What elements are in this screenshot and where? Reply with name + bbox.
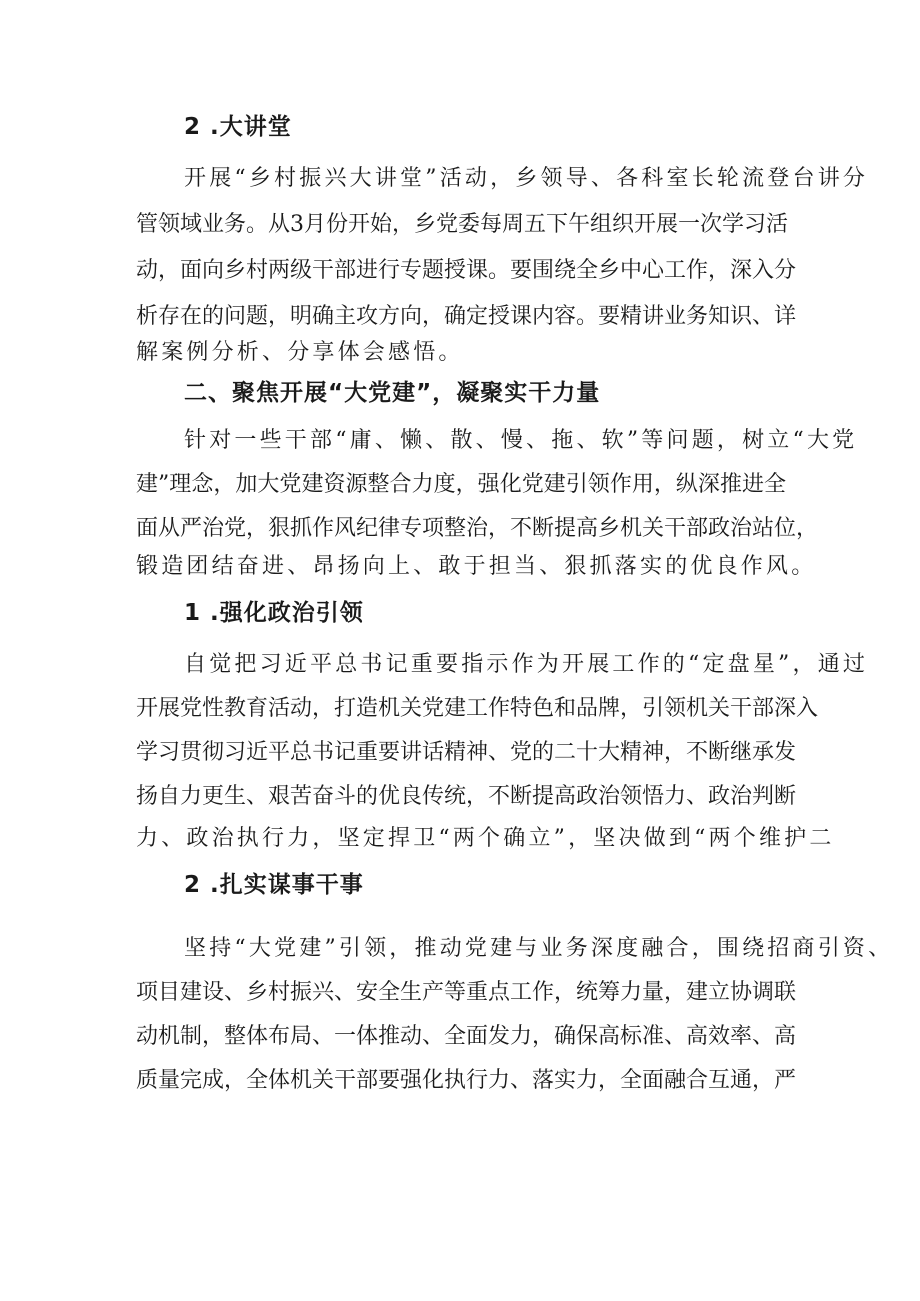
heading-section-two: 二、聚焦开展“大党建”，凝聚实干力量 [184, 380, 601, 406]
heading-political-guidance: 1 .强化政治引领 [184, 600, 364, 626]
paragraph-line: 坚持“大党建”引领，推动党建与业务深度融合，围绕招商引资、 [184, 936, 894, 961]
paragraph-line: 自觉把习近平总书记重要指示作为开展工作的“定盘星”，通过 [184, 652, 869, 677]
paragraph-line: 管领域业务。从3月份开始，乡党委每周五下午组织开展一次学习活 [136, 212, 788, 237]
paragraph-line: 建”理念，加大党建资源整合力度，强化党建引领作用，纵深推进全 [136, 472, 786, 497]
paragraph-line: 面从严治党，狠抓作风纪律专项整治，不断提高乡机关干部政治站位， [136, 516, 819, 541]
paragraph-line: 针对一些干部“庸、懒、散、慢、拖、软”等问题，树立“大党 [184, 428, 858, 453]
paragraph-line: 解案例分析、分享体会感悟。 [136, 340, 464, 365]
paragraph-line: 开展党性教育活动，打造机关党建工作特色和品牌，引领机关干部深入 [136, 696, 819, 721]
paragraph-line: 项目建设、乡村振兴、安全生产等重点工作，统筹力量，建立协调联 [136, 980, 797, 1005]
paragraph-line: 力、政治执行力，坚定捍卫“两个确立”，坚决做到“两个维护二 [136, 826, 835, 851]
heading-practical-work: 2 .扎实谋事干事 [184, 872, 364, 898]
paragraph-line: 学习贯彻习近平总书记重要讲话精神、党的二十大精神，不断继承发 [136, 740, 797, 765]
paragraph-line: 锻造团结奋进、昂扬向上、敢于担当、狠抓落实的优良作风。 [136, 554, 817, 579]
paragraph-line: 析存在的问题，明确主攻方向，确定授课内容。要精讲业务知识、详 [136, 304, 797, 329]
paragraph-line: 动，面向乡村两级干部进行专题授课。要围绕全乡中心工作，深入分 [136, 258, 797, 283]
heading-lecture-hall: 2 .大讲堂 [184, 114, 292, 140]
paragraph-line: 质量完成，全体机关干部要强化执行力、落实力，全面融合互通，严 [136, 1068, 797, 1093]
paragraph-line: 动机制，整体布局、一体推动、全面发力，确保高标准、高效率、高 [136, 1024, 797, 1049]
paragraph-line: 开展“乡村振兴大讲堂”活动，乡领导、各科室长轮流登台讲分 [184, 166, 869, 191]
paragraph-line: 扬自力更生、艰苦奋斗的优良传统，不断提高政治领悟力、政治判断 [136, 784, 797, 809]
